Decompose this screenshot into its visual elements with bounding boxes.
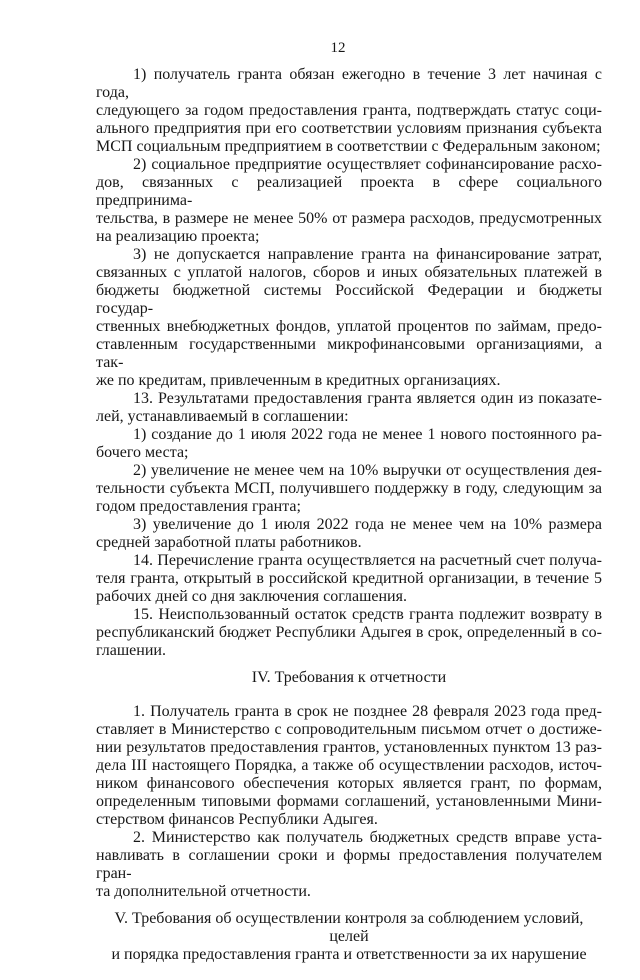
text-line: 1) получатель гранта обязан ежегодно в течение 3 лет начиная с года, — [96, 66, 602, 101]
text-line: ником финансового обеспечения которых является грант, по формам, — [96, 775, 602, 792]
section-heading — [96, 910, 602, 964]
paragraph — [96, 66, 602, 156]
text-line: ставляет в Министерство с сопроводительным письмом отчет о достиже- — [96, 721, 602, 738]
heading-line: V. Требования об осуществлении контроля за соблюдением условий, целей — [114, 910, 584, 945]
paragraph — [96, 246, 602, 390]
paragraph — [96, 516, 602, 552]
text-line: ственных внебюджетных фондов, уплатой процентов по займам, предо- — [96, 318, 602, 335]
text-line: связанных с уплатой налогов, сборов и иных обязательных платежей в — [96, 264, 602, 281]
text-line: определенным типовыми формами соглашений, установленными Мини- — [96, 793, 602, 810]
text-line: 1) создание до 1 июля 2022 года не менее 1 нового постоянного ра- — [133, 426, 602, 443]
text-line: дела III настоящего Порядка, а также об осуществлении расходов, источ- — [96, 757, 602, 774]
text-line: следующего за годом предоставления гранта, подтверждать статус соци- — [96, 102, 602, 119]
text-line: 2) социальное предприятие осуществляет софинансирование расхо- — [133, 156, 602, 173]
heading-line: IV. Требования к отчетности — [251, 669, 447, 686]
text-line: дов, связанных с реализацией проекта в сфере социального предпринима- — [96, 174, 602, 209]
text-line: республиканский бюджет Республики Адыгея в срок, определенный в со- — [96, 624, 602, 641]
page-number: 12 — [330, 40, 346, 56]
text-line: на реализацию проекта; — [96, 228, 260, 245]
text-line: нии результатов предоставления грантов, установленных пунктом 13 раз- — [96, 739, 602, 756]
document-body — [96, 66, 602, 980]
text-line: 2) увеличение не менее чем на 10% выручки от осуществления дея- — [133, 462, 602, 479]
text-line: годом предоставления гранта; — [96, 498, 301, 515]
text-line: бочего места; — [96, 444, 189, 461]
text-line: лей, устанавливаемый в соглашении: — [96, 408, 349, 425]
text-line: рабочих дней со дня заключения соглашения. — [96, 588, 407, 605]
text-line: 3) увеличение до 1 июля 2022 года не менее чем на 10% размера — [133, 516, 602, 533]
paragraph — [96, 606, 602, 660]
text-line: бюджеты бюджетной системы Российской Федерации и бюджеты государ- — [96, 282, 602, 317]
text-line: тельности субъекта МСП, получившего поддержку в году, следующим за — [96, 480, 602, 497]
paragraph — [96, 156, 602, 246]
text-line: тельства, в размере не менее 50% от размера расходов, предусмотренных — [96, 210, 602, 227]
text-line: 14. Перечисление гранта осуществляется на расчетный счет получа- — [133, 552, 602, 569]
text-line: 13. Результатами предоставления гранта является один из показате- — [133, 390, 602, 407]
text-line: стерством финансов Республики Адыгея. — [96, 811, 378, 828]
text-line: глашении. — [96, 642, 166, 659]
paragraph — [96, 703, 602, 829]
paragraph — [96, 390, 602, 426]
text-line: ального предприятия при его соответствии условиям признания субъекта — [96, 120, 602, 137]
heading-line: и порядка предоставления гранта и ответственности за их нарушение — [111, 946, 587, 963]
paragraph — [96, 462, 602, 516]
text-line: 2. Министерство как получатель бюджетных средств вправе уста- — [133, 829, 602, 846]
text-line: 15. Неиспользованный остаток средств гранта подлежит возврату в — [133, 606, 602, 623]
text-line: теля гранта, открытый в российской кредитной организации, в течение 5 — [96, 570, 602, 587]
text-line: же по кредитам, привлеченным в кредитных организациях. — [96, 372, 501, 389]
section-heading — [96, 669, 602, 687]
paragraph — [96, 829, 602, 901]
paragraph — [96, 552, 602, 606]
text-line: средней заработной платы работников. — [96, 534, 362, 551]
paragraph — [96, 426, 602, 462]
text-line: та дополнительной отчетности. — [96, 883, 311, 900]
text-line: МСП социальным предприятием в соответствии с Федеральным законом; — [96, 138, 601, 155]
text-line: 1. Получатель гранта в срок не позднее 28 февраля 2023 года пред- — [133, 703, 602, 720]
text-line: навливать в соглашении сроки и формы предоставления получателем гран- — [96, 847, 602, 882]
text-line: ставленным государственными микрофинансовыми организациями, а так- — [96, 336, 602, 371]
text-line: 3) не допускается направление гранта на финансирование затрат, — [133, 246, 602, 263]
